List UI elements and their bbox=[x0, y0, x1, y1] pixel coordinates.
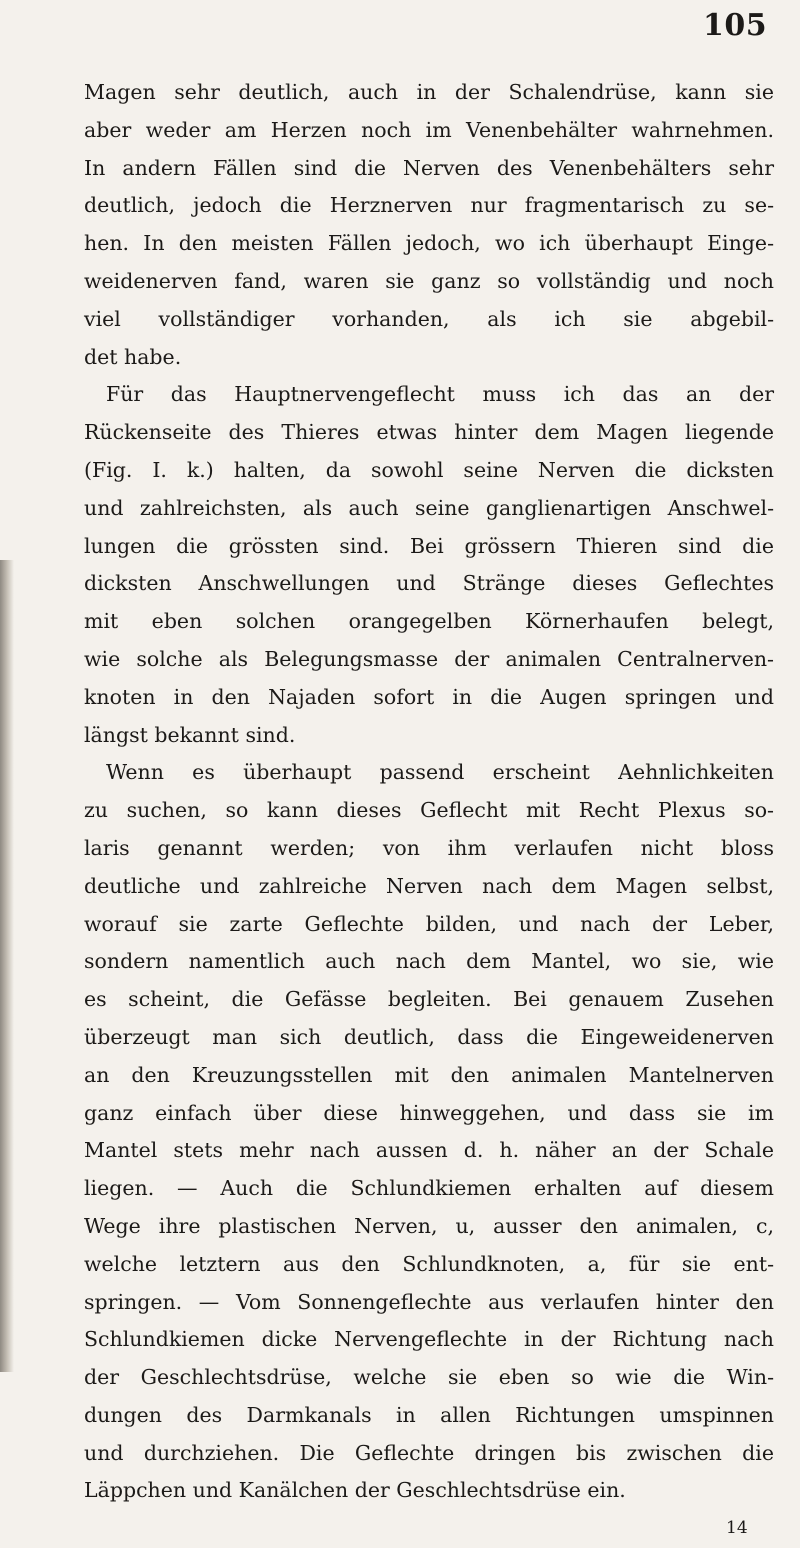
text-line: aber weder am Herzen noch im Venenbehälter wahrnehmen. bbox=[84, 117, 774, 142]
text-line: es scheint, die Gefässe begleiten. Bei genauem Zusehen bbox=[84, 987, 774, 1012]
text-line: (Fig. I. k.) halten, da sowohl seine Nerven die dicksten bbox=[84, 457, 774, 482]
text-line: wie solche als Belegungsmasse der animalen Centralnerven- bbox=[84, 646, 774, 671]
text-line: zu suchen, so kann dieses Geflecht mit Recht Plexus so- bbox=[84, 798, 774, 823]
text-line: an den Kreuzungsstellen mit den animalen Mantelnerven bbox=[84, 1062, 774, 1087]
text-line: hen. In den meisten Fällen jedoch, wo ich überhaupt Einge- bbox=[84, 231, 774, 256]
text-line: Mantel stets mehr nach aussen d. h. näher an der Schale bbox=[84, 1138, 774, 1163]
text-line: dicksten Anschwellungen und Stränge dieses Geflechtes bbox=[84, 571, 774, 596]
text-line: ganz einfach über diese hinweggehen, und dass sie im bbox=[84, 1100, 774, 1125]
text-line: deutliche und zahlreiche Nerven nach dem Magen selbst, bbox=[84, 873, 774, 898]
text-line: lungen die grössten sind. Bei grössern Thieren sind die bbox=[84, 533, 774, 558]
text-line: Für das Hauptnervengeflecht muss ich das an der bbox=[106, 382, 774, 407]
text-line: worauf sie zarte Geflechte bilden, und nach der Leber, bbox=[84, 911, 774, 936]
text-line: Wege ihre plastischen Nerven, u, ausser den animalen, c, bbox=[84, 1213, 774, 1238]
text-line: Rückenseite des Thieres etwas hinter dem Magen liegende bbox=[84, 420, 774, 445]
text-line: Läppchen und Kanälchen der Geschlechtsdrüse ein. bbox=[84, 1478, 626, 1503]
text-line: deutlich, jedoch die Herznerven nur fragmentarisch zu se- bbox=[84, 193, 774, 218]
text-line: In andern Fällen sind die Nerven des Venenbehälters sehr bbox=[84, 155, 774, 180]
page-number: 105 bbox=[703, 8, 768, 43]
text-line: Wenn es überhaupt passend erscheint Aehnlichkeiten bbox=[106, 760, 774, 785]
text-line: sondern namentlich auch nach dem Mantel, wo sie, wie bbox=[84, 949, 774, 974]
text-line: mit eben solchen orangegelben Körnerhaufen belegt, bbox=[84, 609, 774, 634]
signature-mark: 14 bbox=[726, 1518, 748, 1539]
text-line: det habe. bbox=[84, 344, 182, 369]
text-line: springen. — Vom Sonnengeflechte aus verlaufen hinter den bbox=[84, 1289, 774, 1314]
text-line: und durchziehen. Die Geflechte dringen bis zwischen die bbox=[84, 1440, 774, 1465]
text-line: der Geschlechtsdrüse, welche sie eben so wie die Win- bbox=[84, 1365, 774, 1390]
text-line: welche letztern aus den Schlundknoten, a, für sie ent- bbox=[84, 1251, 774, 1276]
text-line: und zahlreichsten, als auch seine ganglienartigen Anschwel- bbox=[84, 495, 774, 520]
text-line: dungen des Darmkanals in allen Richtungen umspinnen bbox=[84, 1402, 774, 1427]
text-line: Schlundkiemen dicke Nervengeflechte in der Richtung nach bbox=[84, 1327, 774, 1352]
text-line: liegen. — Auch die Schlundkiemen erhalten auf diesem bbox=[84, 1176, 774, 1201]
text-line: längst bekannt sind. bbox=[84, 722, 296, 747]
text-line: knoten in den Najaden sofort in die Augen springen und bbox=[84, 684, 774, 709]
text-line: überzeugt man sich deutlich, dass die Eingeweidenerven bbox=[84, 1024, 774, 1049]
body-text bbox=[84, 74, 774, 1548]
text-line: viel vollständiger vorhanden, als ich sie abgebil- bbox=[84, 306, 774, 331]
text-line: Magen sehr deutlich, auch in der Schalendrüse, kann sie bbox=[84, 80, 774, 104]
text-line: weidenerven fand, waren sie ganz so vollständig und noch bbox=[84, 268, 774, 293]
text-line: laris genannt werden; von ihm verlaufen nicht bloss bbox=[84, 835, 774, 860]
page-edge-shadow bbox=[0, 560, 14, 1372]
